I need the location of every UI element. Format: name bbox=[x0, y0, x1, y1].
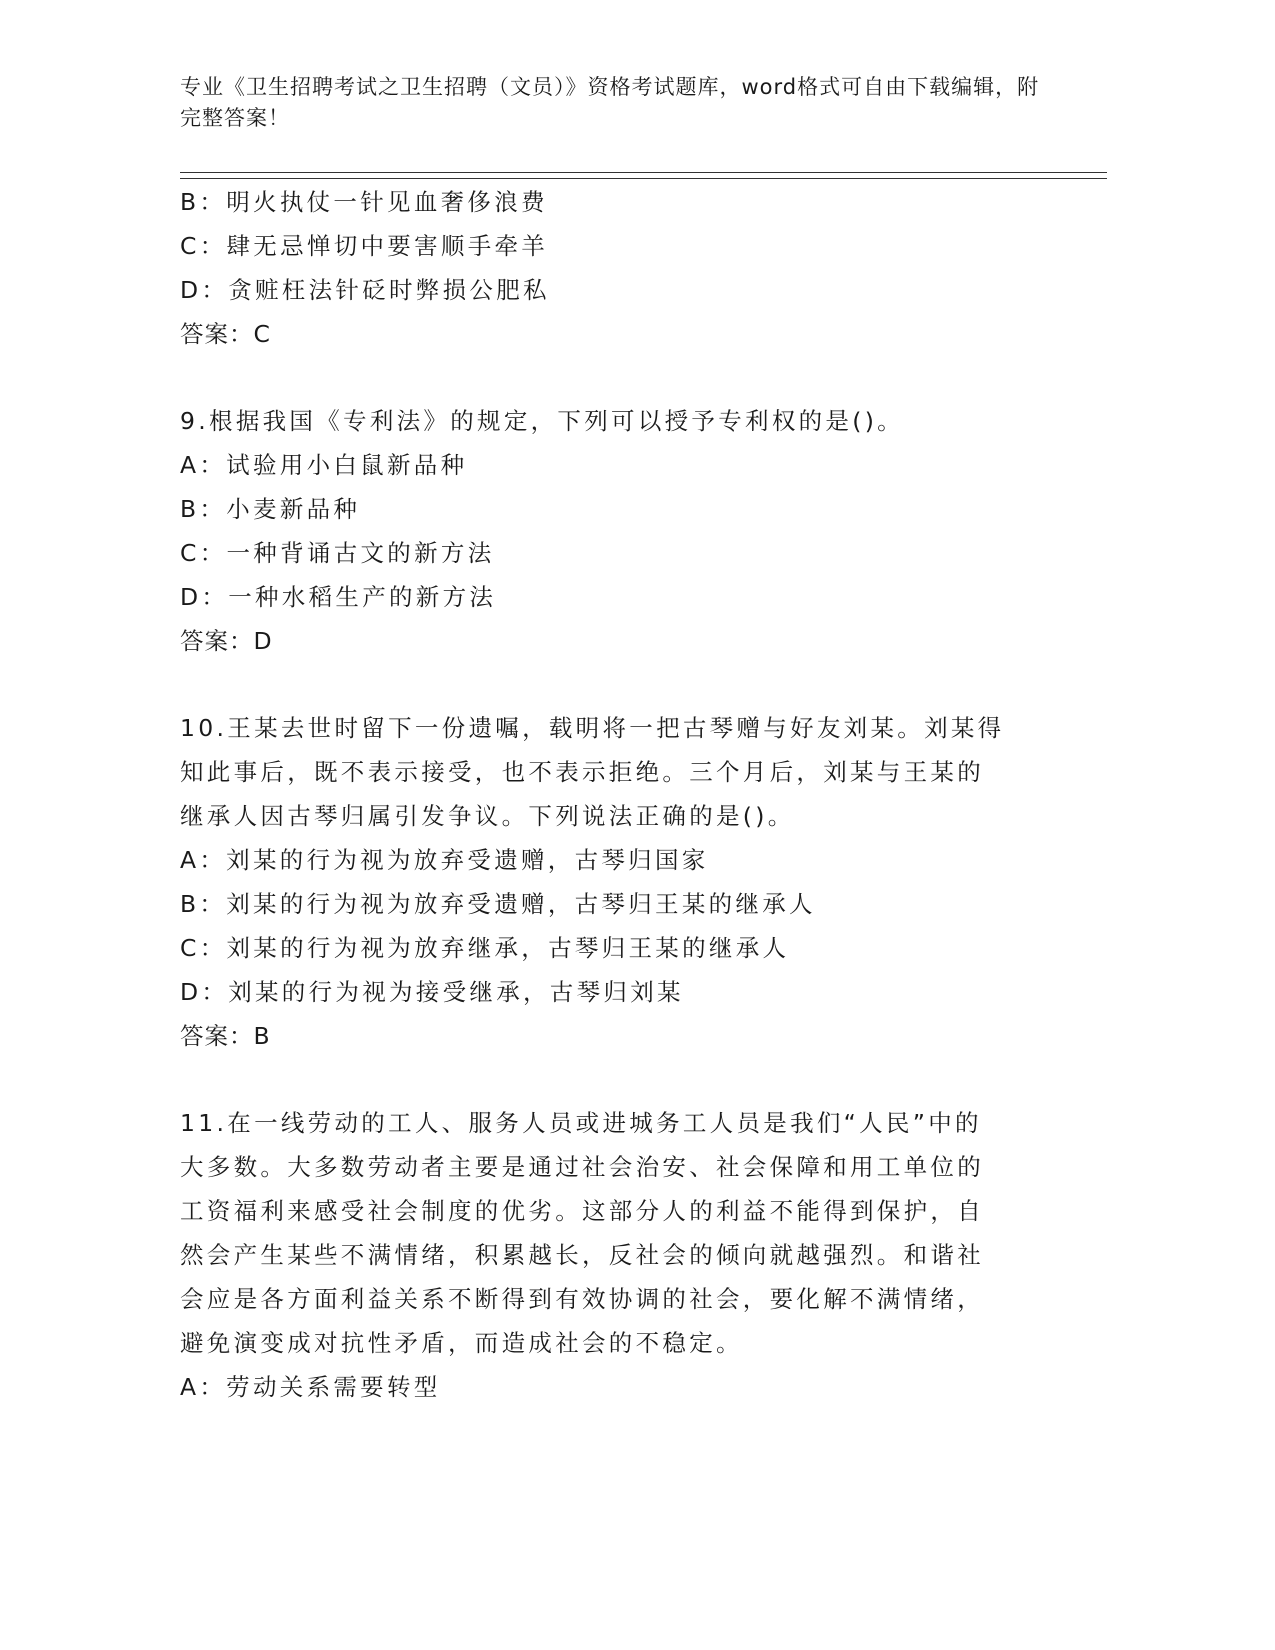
question-stem: 9.根据我国《专利法》的规定，下列可以授予专利权的是()。 bbox=[180, 407, 904, 435]
option-d: D：刘某的行为视为接受继承，古琴归刘某 bbox=[180, 978, 684, 1006]
option-b: B：明火执仗一针见血奢侈浪费 bbox=[180, 188, 548, 216]
option-c: C：刘某的行为视为放弃继承，古琴归王某的继承人 bbox=[180, 934, 790, 962]
answer: 答案：D bbox=[180, 627, 273, 655]
question-stem: 工资福利来感受社会制度的优劣。这部分人的利益不能得到保护，自 bbox=[180, 1197, 984, 1225]
question-10 bbox=[180, 706, 1040, 1058]
question-stem: 大多数。大多数劳动者主要是通过社会治安、社会保障和用工单位的 bbox=[180, 1153, 984, 1181]
option-a: A：试验用小白鼠新品种 bbox=[180, 451, 468, 479]
question-stem: 知此事后，既不表示接受，也不表示拒绝。三个月后，刘某与王某的 bbox=[180, 758, 984, 786]
question-stem: 然会产生某些不满情绪，积累越长，反社会的倾向就越强烈。和谐社 bbox=[180, 1241, 984, 1269]
question-stem: 继承人因古琴归属引发争议。下列说法正确的是()。 bbox=[180, 802, 795, 830]
question-8-tail bbox=[180, 180, 1040, 356]
option-a: A：刘某的行为视为放弃受遗赠，古琴归国家 bbox=[180, 846, 709, 874]
option-d: D：贪赃枉法针砭时弊损公肥私 bbox=[180, 276, 550, 304]
question-stem: 11.在一线劳动的工人、服务人员或进城务工人员是我们“人民”中的 bbox=[180, 1109, 982, 1137]
question-stem: 避免演变成对抗性矛盾，而造成社会的不稳定。 bbox=[180, 1329, 743, 1357]
option-b: B：小麦新品种 bbox=[180, 495, 361, 523]
answer: 答案：B bbox=[180, 1022, 271, 1050]
option-b: B：刘某的行为视为放弃受遗赠，古琴归王某的继承人 bbox=[180, 890, 816, 918]
page-header: 专业《卫生招聘考试之卫生招聘（文员）》资格考试题库，word格式可自由下载编辑，附完整答案！ bbox=[180, 75, 1040, 130]
question-stem: 10.王某去世时留下一份遗嘱，载明将一把古琴赠与好友刘某。刘某得 bbox=[180, 714, 1005, 742]
option-d: D：一种水稻生产的新方法 bbox=[180, 583, 497, 611]
option-c: C：肆无忌惮切中要害顺手牵羊 bbox=[180, 232, 549, 260]
option-a: A：劳动关系需要转型 bbox=[180, 1373, 441, 1401]
header-divider bbox=[180, 172, 1107, 179]
question-stem: 会应是各方面利益关系不断得到有效协调的社会，要化解不满情绪， bbox=[180, 1285, 984, 1313]
question-9 bbox=[180, 399, 1040, 663]
question-list bbox=[180, 180, 1040, 1409]
option-c: C：一种背诵古文的新方法 bbox=[180, 539, 495, 567]
answer: 答案：C bbox=[180, 320, 271, 348]
question-11 bbox=[180, 1101, 1040, 1409]
